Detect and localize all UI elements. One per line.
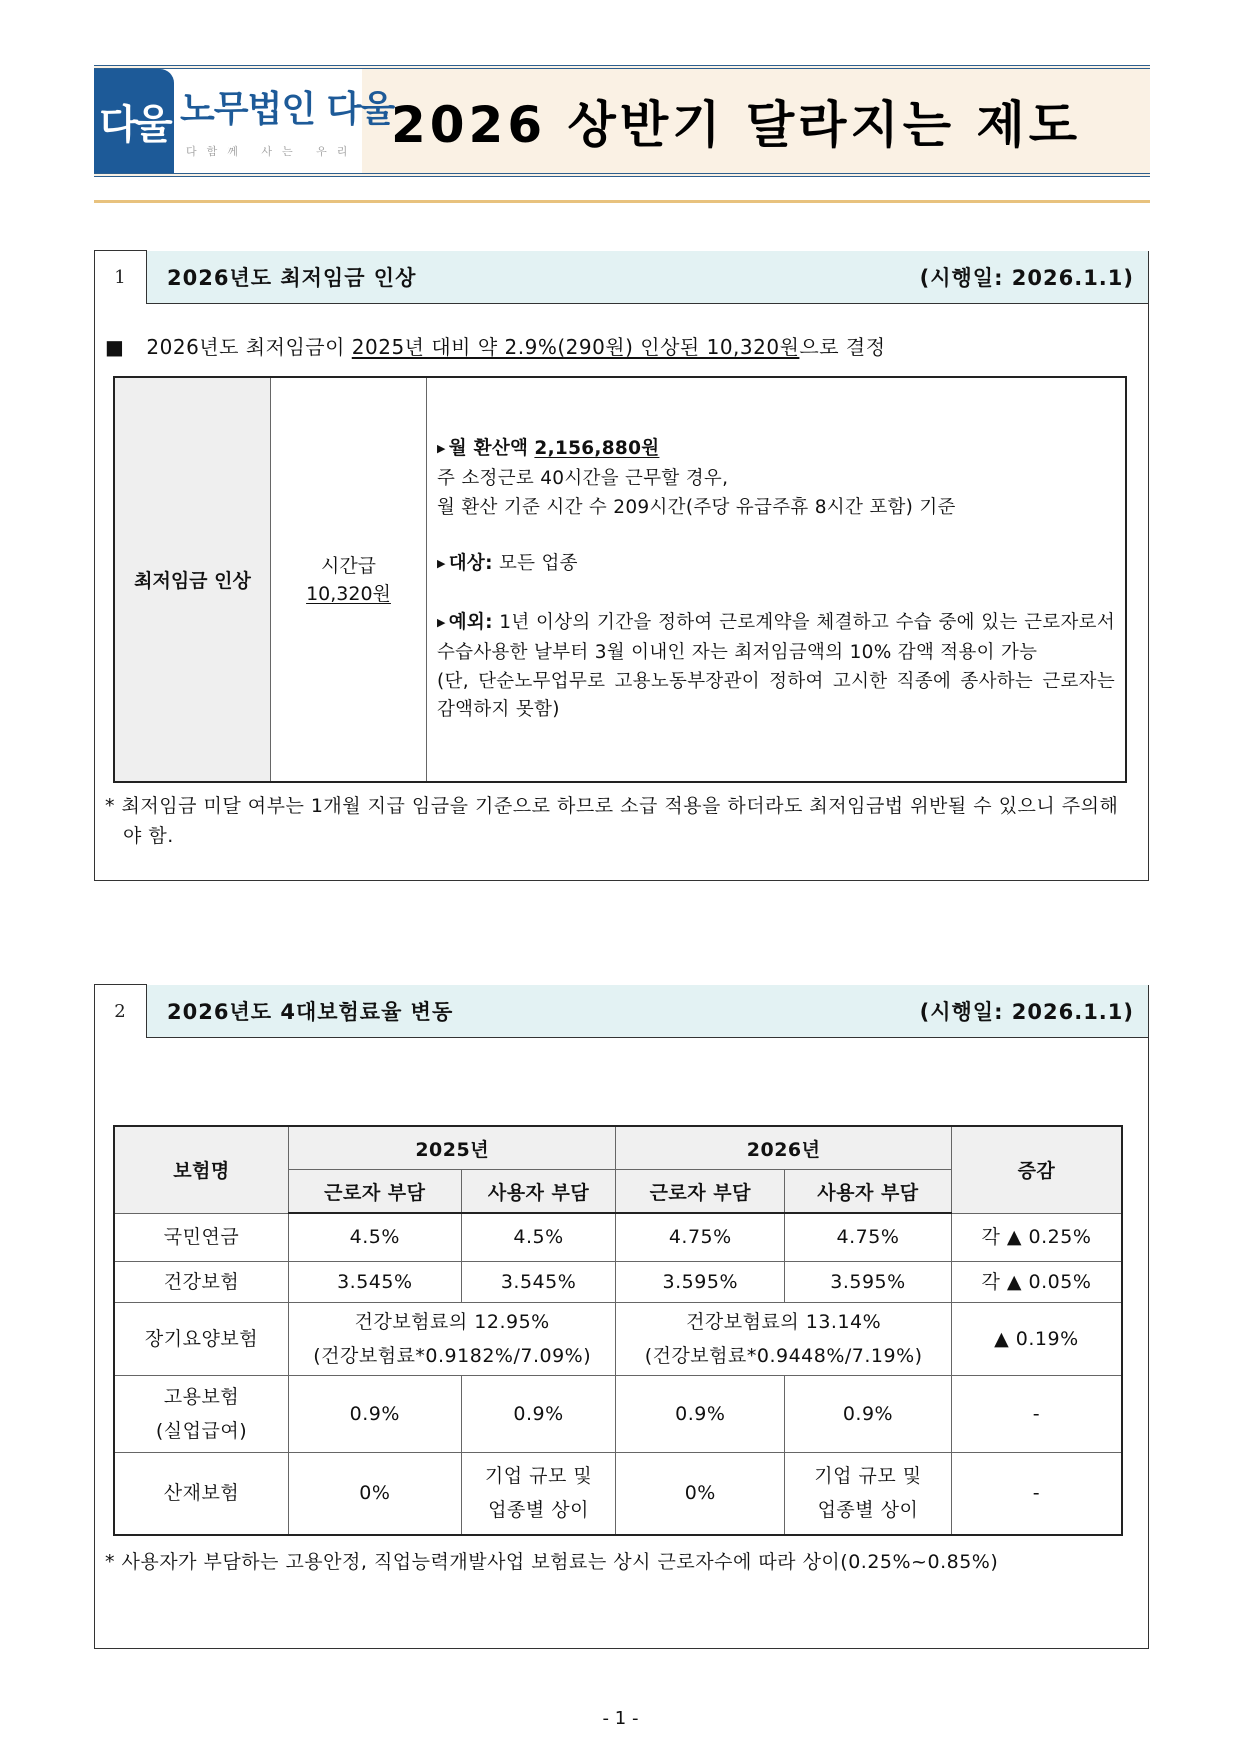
minimum-wage-table [113,376,1127,783]
change-value: ▲ 0.19% [951,1302,1122,1375]
exception-note: (단, 단순노무업무로 고용노동부장관이 정하여 고시한 직종에 종사하는 근로자는 감액하지 못함) [437,670,1115,720]
logo-name: 노무법인 다울 [180,89,395,130]
logo-mark-icon: 다울 [94,69,174,173]
header-employer-2025: 사용자 부담 [461,1170,616,1214]
section-insurance-rates [94,985,1149,1649]
page-title: 2026 상반기 달라지는 제도 [390,96,1082,154]
header-banner [94,65,1150,177]
wage-details: ▶ 월 환산액 2,156,880원 주 소정근로 40시간을 근무할 경우, 월 환산 기준 시간 수 209시간(주당 유급주휴 8시간 포함) 기준 ▶ 대상: 모든 업종 ▶ 예외: 1년 이상의 기간을 정하여 근로계약을 체결하고 수습 중에 있는 근로자로서 수습사용한 날부터 3월 이내인 자는 최저임금액의 10% 감액 적용이 가능 (단, 단순노무업무로 고용노동부장관이 정하여 고시한 직종에 종사하는 근로자는 감액하지 못함) [427,377,1127,782]
target-scope: ▶ 대상: 모든 업종 [437,550,1115,581]
section-minimum-wage [94,251,1149,881]
triangle-bullet-icon: ▶ [437,557,446,570]
monthly-equivalent: ▶ 월 환산액 2,156,880원 [437,435,1115,466]
header-worker-2026: 근로자 부담 [616,1170,785,1214]
header-insurance-name: 보험명 [114,1126,288,1213]
footnote: * 최저임금 미달 여부는 1개월 지급 임금을 기준으로 하므로 소급 적용을 하더라도 최저임금법 위반될 수 있으니 주의해야 함. [105,795,1119,847]
header-change: 증감 [951,1126,1122,1213]
header-year-2026: 2026년 [616,1126,951,1170]
triangle-bullet-icon: ▶ [437,441,446,455]
lead-statement: ■ 2026년도 최저임금이 2025년 대비 약 2.9%(290원) 인상된 10,320원으로 결정 [105,335,886,359]
effective-date: (시행일: 2026.1.1) [919,1000,1134,1024]
table-row: 국민연금 4.5% 4.5% 4.75% 4.75% 각 ▲ 0.25% [114,1213,1122,1261]
table-row: 장기요양보험 건강보험료의 12.95% (건강보험료*0.9182%/7.09%) 건강보험료의 13.14% (건강보험료*0.9448%/7.19%) ▲ 0.19% [114,1302,1122,1375]
effective-date: (시행일: 2026.1.1) [919,266,1134,290]
footnote: * 사용자가 부담하는 고용안정, 직업능력개발사업 보험료는 상시 근로자수에 따라 상이(0.25%~0.85%) [105,1551,999,1573]
table-row: 산재보험 0% 기업 규모 및 업종별 상이 0% 기업 규모 및 업종별 상이 - [114,1452,1122,1535]
triangle-bullet-icon: ▶ [437,615,446,629]
logo-tagline: 다함께 사는 우리 [186,145,358,158]
change-value: 각 ▲ 0.05% [951,1261,1122,1302]
section-header [95,251,1148,304]
section-title: 2026년도 4대보험료율 변동 [167,1000,454,1024]
header-employer-2026: 사용자 부담 [785,1170,952,1214]
section-number: 1 [94,250,147,304]
change-value: - [951,1375,1122,1452]
section-header [95,985,1148,1038]
table-row: 건강보험 3.545% 3.545% 3.595% 3.595% 각 ▲ 0.05% [114,1261,1122,1302]
section-title: 2026년도 최저임금 인상 [167,266,417,290]
exception: ▶ 예외: 1년 이상의 기간을 정하여 근로계약을 체결하고 수습 중에 있는 근로자로서 수습사용한 날부터 3월 이내인 자는 최저임금액의 10% 감액 적용이 가능 [437,609,1115,668]
section-number: 2 [94,984,147,1038]
square-bullet-icon: ■ [105,335,125,359]
hourly-rate: 시간급 10,320원 [271,377,427,782]
change-value: - [951,1452,1122,1535]
change-value: 각 ▲ 0.25% [951,1213,1122,1261]
row-label: 최저임금 인상 [114,377,271,782]
header-year-2025: 2025년 [288,1126,615,1170]
header-worker-2025: 근로자 부담 [288,1170,461,1214]
table-row: 고용보험 (실업급여) 0.9% 0.9% 0.9% 0.9% - [114,1375,1122,1452]
highlighted-amount: 2025년 대비 약 2.9%(290원) 인상된 10,320원 [351,335,800,359]
insurance-rate-table [113,1125,1123,1536]
hourly-rate-value: 10,320원 [306,582,391,605]
page-number: - 1 - [602,1708,639,1729]
divider [94,200,1150,203]
company-logo [94,69,395,173]
